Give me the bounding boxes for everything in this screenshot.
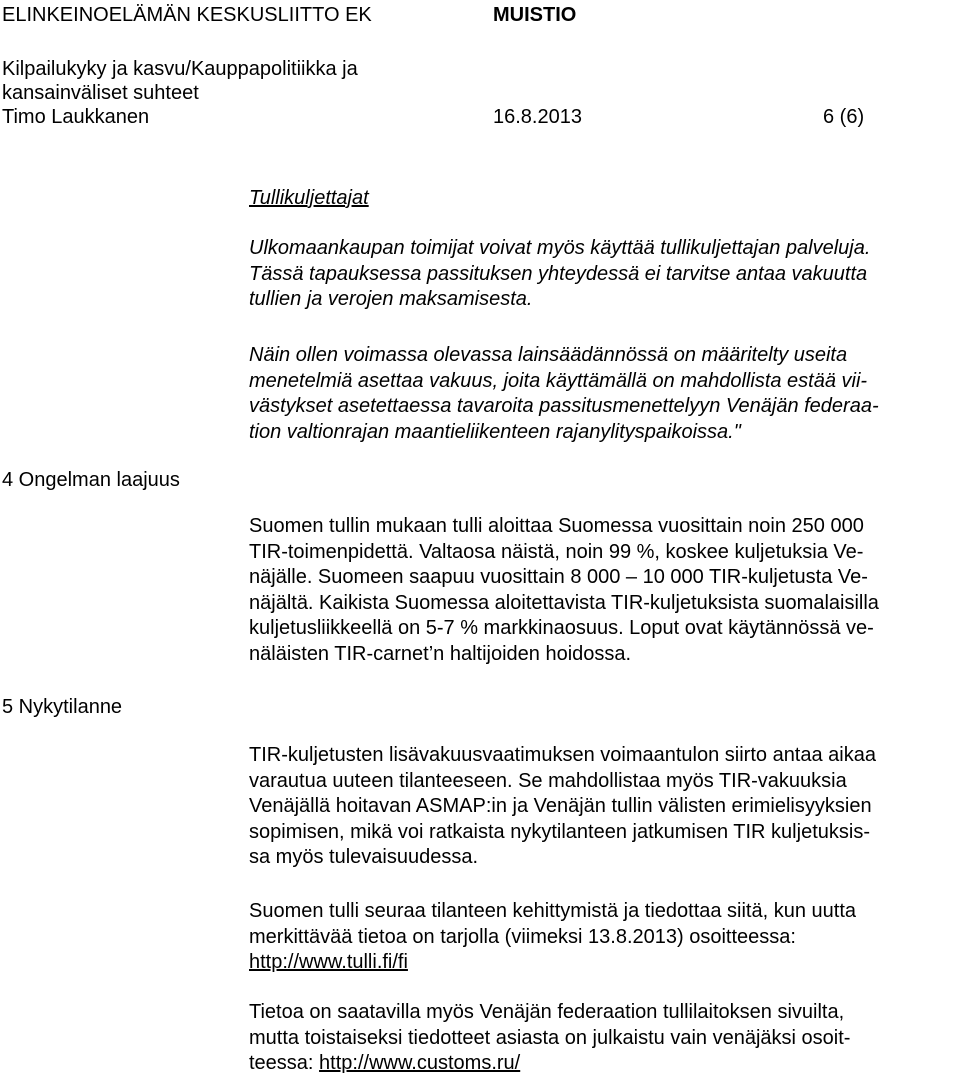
text-line: TIR-kuljetusten lisävakuusvaatimuksen voimaantulon siirto antaa aikaa (249, 744, 876, 766)
text-line: Suomen tullin mukaan tulli aloittaa Suomessa vuosittain noin 250 000 (249, 515, 864, 537)
text-line: tion valtionrajan maantieliikenteen rajanylityspaikoissa." (249, 420, 741, 443)
customs-link[interactable]: http://www.customs.ru/ (319, 1052, 521, 1075)
text-line: sa myös tulevaisuudessa. (249, 846, 479, 869)
text-line: näläisten TIR-carnet’n haltijoiden hoidossa. (249, 642, 632, 665)
text-line: TIR-toimenpidettä. Valtaosa näistä, noin 99 %, koskee kuljetuksia Ve- (249, 540, 864, 563)
text-line (249, 1051, 850, 1077)
organization-name: ELINKEINOELÄMÄN KESKUSLIITTO EK (2, 4, 372, 26)
text-line: Venäjällä hoitavan ASMAP:in ja Venäjän tullin välisten erimielisyyksien (249, 795, 872, 818)
text-prefix: teessa: (249, 1052, 320, 1075)
text-line: mutta toistaiseksi tiedotteet asiasta on julkaistu vain venäjäksi osoit- (249, 1026, 851, 1049)
section-heading-tullikuljettajat: Tullikuljettajat (249, 187, 369, 209)
text-line: näjälle. Suomeen saapuu vuosittain 8 000 – 10 000 TIR-kuljetusta Ve- (249, 566, 868, 589)
text-line: västykset asetettaessa tavaroita passitusmenettelyyn Venäjän federaa- (249, 395, 879, 418)
text-line: Näin ollen voimassa olevassa lainsäädännössä on määritelty useita (249, 344, 848, 366)
section-5-paragraph-3 (249, 1000, 850, 1077)
text-line: menetelmiä asettaa vakuus, joita käyttämällä on mahdollista estää vii- (249, 369, 868, 392)
text-line: merkittävää tietoa on tarjolla (viimeksi 13.8.2013) osoitteessa: (249, 925, 796, 948)
department-line-2: kansainväliset suhteet (2, 82, 199, 104)
tullikuljettajat-paragraph-2 (249, 343, 879, 445)
text-line: Tietoa on saatavilla myös Venäjän federaation tullilaitoksen sivuilta, (249, 1001, 845, 1023)
text-line (249, 950, 856, 976)
text-line: sopimisen, mikä voi ratkaista nykytilanteen jatkumisen TIR kuljetuksis- (249, 820, 870, 843)
section-5-paragraph-1 (249, 743, 876, 871)
text-line: Ulkomaankaupan toimijat voivat myös käyttää tullikuljettajan palveluja. (249, 237, 871, 259)
text-line: Suomen tulli seuraa tilanteen kehittymistä ja tiedottaa siitä, kun uutta (249, 900, 857, 922)
document-date: 16.8.2013 (493, 106, 582, 128)
document-type: MUISTIO (493, 4, 577, 26)
author-name: Timo Laukkanen (2, 106, 150, 128)
section-5-paragraph-2 (249, 899, 856, 976)
section-heading-4: 4 Ongelman laajuus (2, 469, 180, 491)
text-line: näjältä. Kaikista Suomessa aloitettavista TIR-kuljetuksista suomalaisilla (249, 591, 879, 614)
tulli-link[interactable]: http://www.tulli.fi/fi (249, 951, 408, 974)
text-line: varautua uuteen tilanteeseen. Se mahdollistaa myös TIR-vakuuksia (249, 769, 847, 792)
tullikuljettajat-paragraph-1 (249, 236, 870, 313)
text-line: tullien ja verojen maksamisesta. (249, 288, 533, 311)
department-line-1: Kilpailukyky ja kasvu/Kauppapolitiikka ja (2, 58, 358, 80)
text-line: kuljetusliikkeellä on 5-7 % markkinaosuus. Loput ovat käytännössä ve- (249, 617, 874, 640)
text-line: Tässä tapauksessa passituksen yhteydessä ei tarvitse antaa vakuutta (249, 262, 868, 285)
section-heading-5: 5 Nykytilanne (2, 696, 123, 718)
page-number: 6 (6) (823, 106, 865, 128)
section-4-paragraph (249, 514, 879, 668)
